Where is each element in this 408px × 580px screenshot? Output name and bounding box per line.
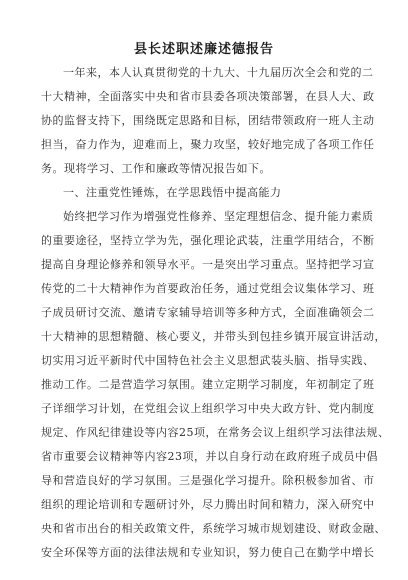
body-line: 组织的理论培训和专题研讨外，尽力腾出时间和精力，深入研究中 [41,498,375,511]
body-line: 切实用习近平新时代中国特色社会主义思想武装头脑、指导实践、 [41,354,375,367]
body-line: 十大精神的思想精髓、核心要义，并带头到包挂乡镇开展宣讲活动， [41,330,386,343]
body-line: 十大精神，全面落实中央和省市县委各项决策部署，在县人大、政 [41,90,375,103]
document-title: 县长述职述廉述德报告 [133,42,274,57]
body-line: 传党的二十大精神作为首要政治任务，通过党组会议集体学习、班 [41,282,375,295]
body-line: 担当，奋力作为，迎难而上，聚力攻坚，较好地完成了各项工作任 [41,138,375,151]
body-line: 省市重要会议精神等内容23项，并以自身行动在政府班子成员中倡 [41,450,378,463]
body-line: 子成员研讨交流、邀请专家辅导培训等多种方式，全面准确领会二 [41,306,375,319]
body-line: 的重要途径，坚持立学为先，强化理论武装，注重学用结合，不断 [41,234,375,247]
body-line: 安全环保等方面的法律法规和专业知识，努力使自己在勤学中增长 [41,546,375,559]
body-line: 央和省市出台的相关政策文件，系统学习城市规划建设、财政金融、 [41,522,386,535]
section-heading: 一、注重党性锤炼，在学思践悟中提高能力 [63,186,282,199]
body-line: 始终把学习作为增强党性修养、坚定理想信念、提升能力素质 [63,210,374,223]
body-line: 协的监督支持下，围绕既定思路和目标，团结带领政府一班人主动 [41,114,375,127]
body-line: 提高自身理论修养和领导水平。一是突出学习重点。坚持把学习宣 [41,258,375,271]
body-line: 导和营造良好的学习氛围。三是强化学习提升。除积极参加省、市 [41,474,375,487]
body-line: 规定、作风纪律建设等内容25项，在常务会议上组织学习法律法规、 [41,426,390,439]
body-line: 推动工作。二是营造学习氛围。建立定期学习制度，年初制定了班 [41,378,375,391]
body-line: 子详细学习计划，在党组会议上组织学习中央大政方针、党内制度 [41,402,375,415]
body-line: 一年来，本人认真贯彻党的十九大、十九届历次全会和党的二 [63,66,374,79]
body-line: 务。现将学习、工作和廉政等情况报告如下。 [41,162,271,175]
